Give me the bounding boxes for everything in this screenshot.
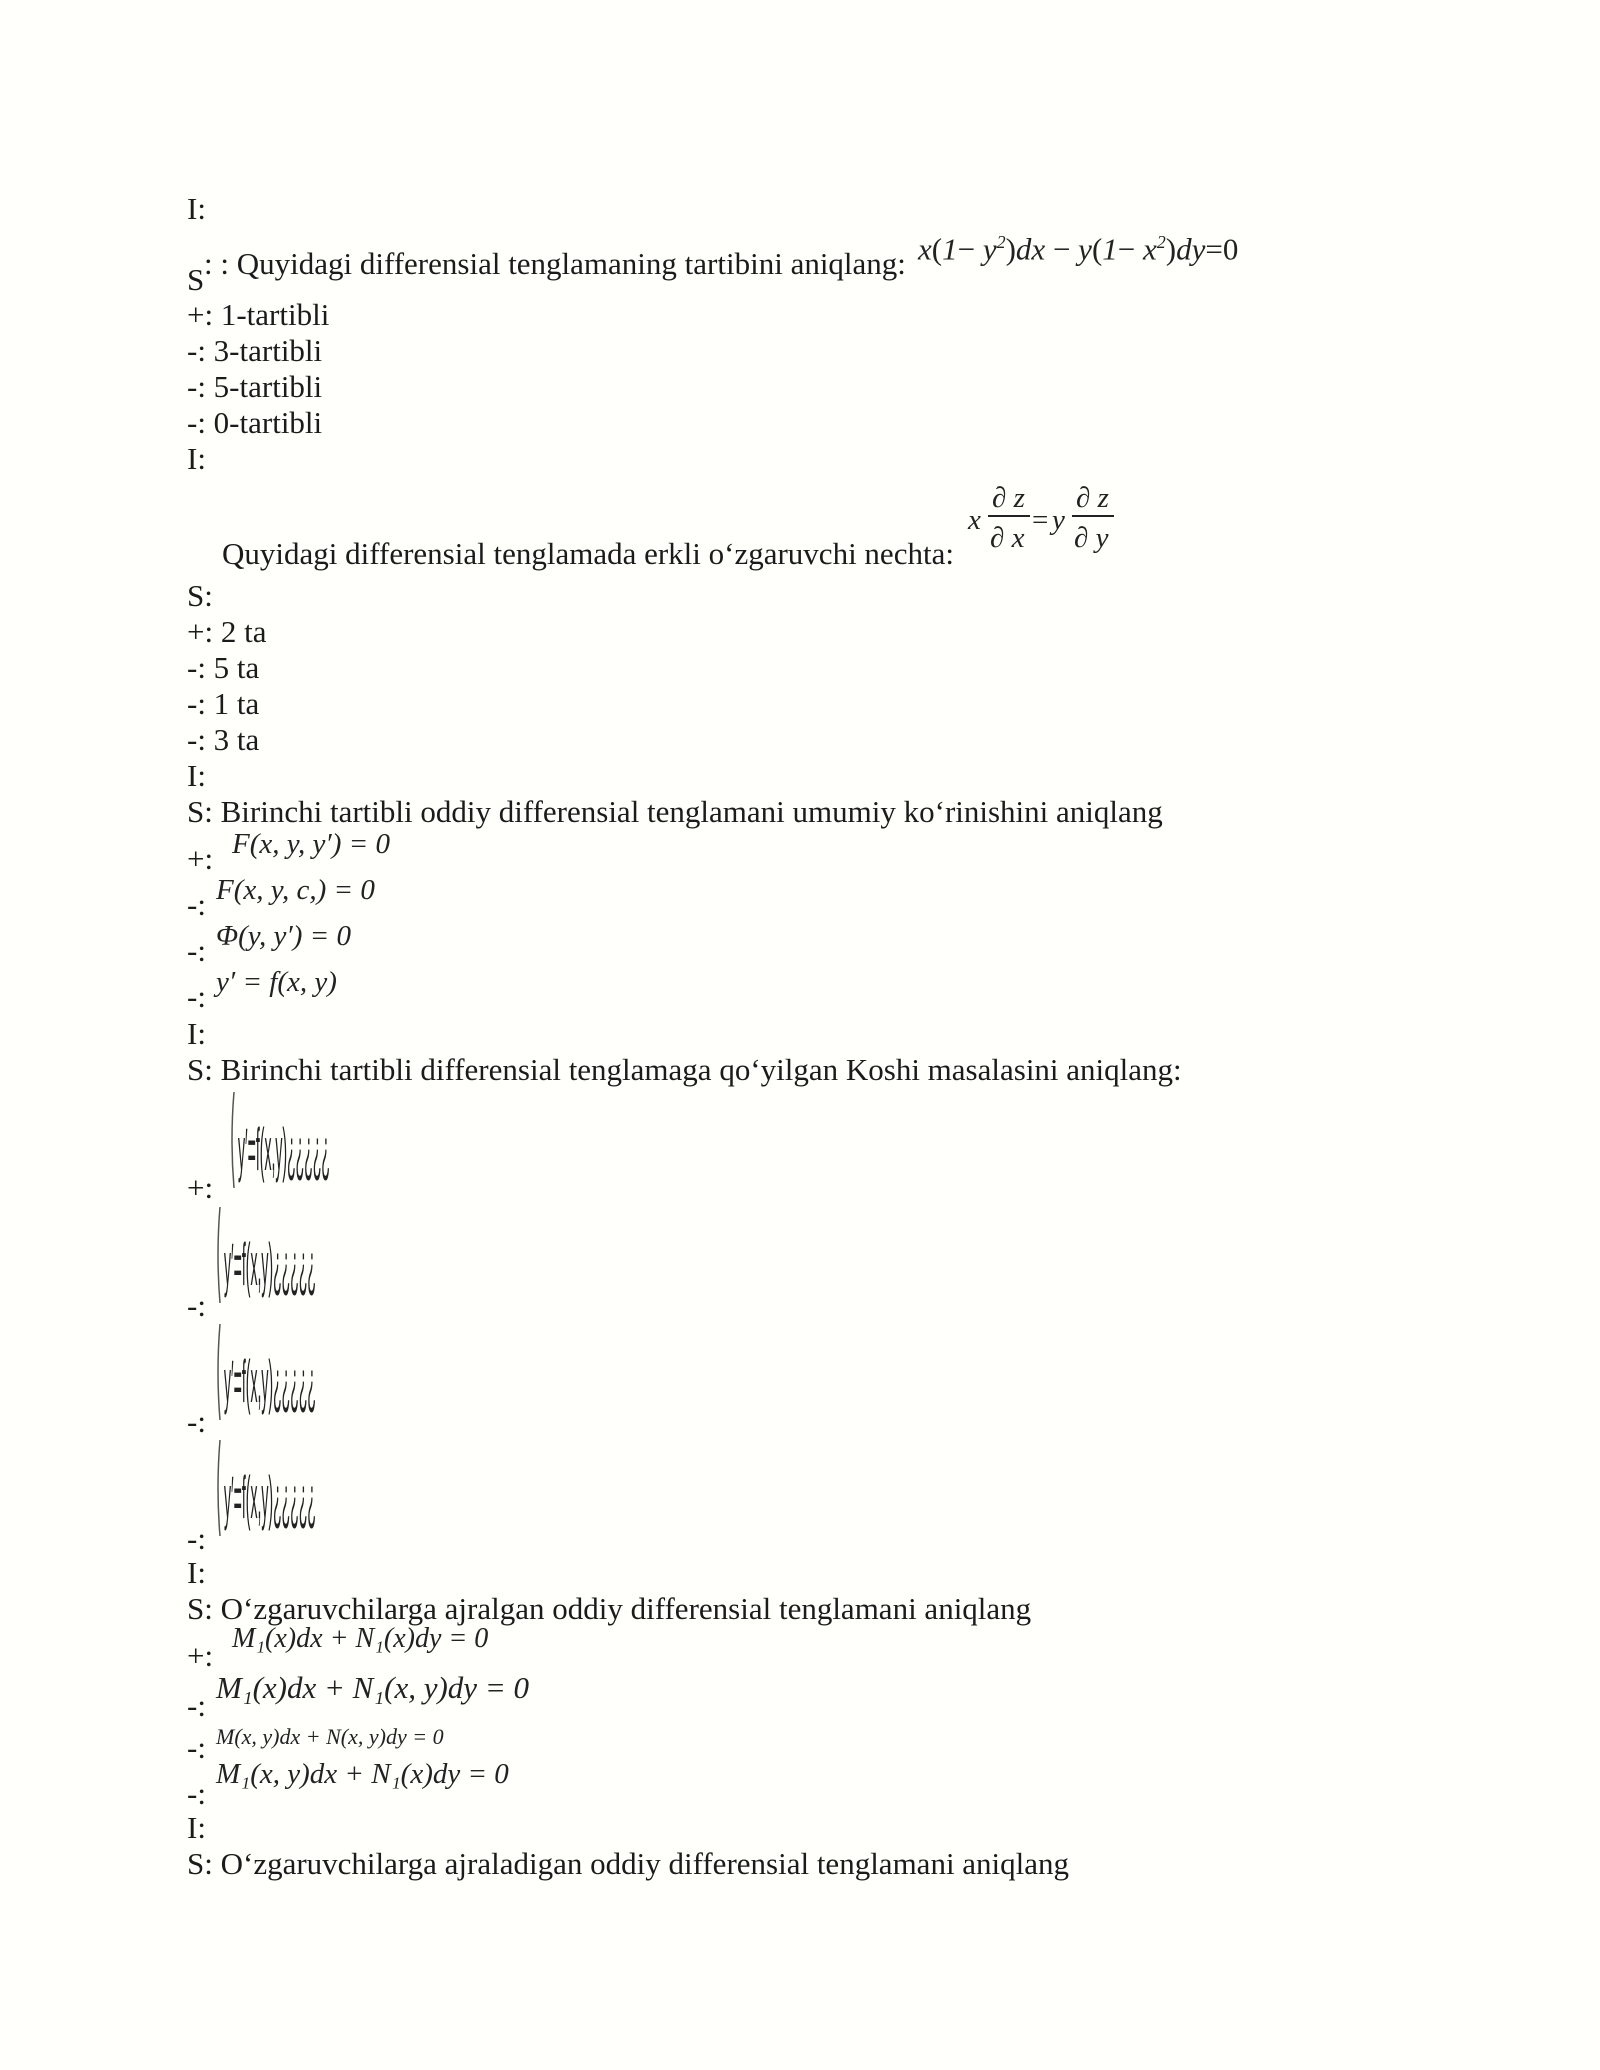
q3-i-marker: I:	[187, 758, 206, 793]
q2-i-marker: I:	[187, 441, 206, 476]
q2-answer-2: -: 5 ta	[187, 650, 260, 685]
q3-formula-3: Φ(y, y′) = 0	[216, 920, 351, 952]
q5-i-marker: I:	[187, 1555, 206, 1590]
q5-formula-4: M₁(x, y)dx + N₁(x)dy = 0	[216, 1758, 509, 1790]
q1-answer-4: -: 0-tartibli	[187, 405, 323, 440]
q1-answer-2: -: 3-tartibli	[187, 333, 323, 368]
q5-marker-2: -:	[187, 1688, 206, 1723]
q3-marker-4: -:	[187, 979, 206, 1014]
q1-answer-3: -: 5-tartibli	[187, 369, 323, 404]
q1-equation: $x(1- y^2)dx - y(1- x^2)dy=0$	[918, 231, 1239, 267]
q4-marker-3: -:	[187, 1404, 206, 1439]
q4-marker-2: -:	[187, 1288, 206, 1323]
q5-marker-1: +:	[187, 1638, 214, 1673]
q4-formula-1	[228, 1090, 408, 1190]
q2-answer-4: -: 3 ta	[187, 722, 260, 757]
q5-formula-1: M₁(x)dx + N₁(x)dy = 0	[232, 1623, 489, 1654]
q1-answer-1: +: 1-tartibli	[187, 297, 330, 332]
q4-marker-1: +:	[187, 1170, 214, 1205]
q1-s-prefix: S	[187, 262, 205, 297]
q3-formula-1: F(x, y, y′) = 0	[232, 828, 390, 860]
q4-formula-3	[214, 1322, 394, 1422]
q4-formula-4	[214, 1438, 394, 1538]
q4-formula-4-text: y′=f(x,y)¿¿¿¿¿	[224, 1464, 316, 1531]
q3-marker-1: +:	[187, 841, 214, 876]
q2-answer-3: -: 1 ta	[187, 686, 260, 721]
q4-formula-2	[214, 1205, 394, 1305]
q1-i-marker: I:	[187, 191, 206, 226]
q4-marker-4: -:	[187, 1521, 206, 1556]
q3-marker-3: -:	[187, 933, 206, 968]
q6-i-marker: I:	[187, 1810, 206, 1845]
q3-formula-2: F(x, y, c,) = 0	[216, 874, 375, 906]
q1-question-text: : : Quyidagi differensial tenglamaning tartibini aniqlang:	[204, 246, 906, 281]
q4-i-marker: I:	[187, 1016, 206, 1051]
q3-question-text: S: Birinchi tartibli oddiy differensial tenglamani umumiy ko‘rinishini aniqlang	[187, 794, 1163, 829]
q3-formula-4: y′ = f(x, y)	[216, 966, 337, 998]
q5-question-text: S: O‘zgaruvchilarga ajralgan oddiy differensial tenglamani aniqlang	[187, 1591, 1032, 1626]
q5-marker-3: -:	[187, 1730, 206, 1765]
q5-marker-4: -:	[187, 1776, 206, 1811]
q4-formula-1-text: y′=f(x,y)¿¿¿¿¿	[238, 1116, 330, 1183]
q4-question-text: S: Birinchi tartibli differensial tenglamaga qo‘yilgan Koshi masalasini aniqlang:	[187, 1052, 1182, 1087]
q6-question-text: S: O‘zgaruvchilarga ajraladigan oddiy differensial tenglamani aniqlang	[187, 1846, 1070, 1881]
q4-formula-2-text: y′=f(x,y)¿¿¿¿¿	[224, 1231, 316, 1298]
q2-question-text: Quyidagi differensial tenglamada erkli o‘zgaruvchi nechta:	[222, 536, 954, 571]
q4-formula-3-text: y′=f(x,y)¿¿¿¿¿	[224, 1348, 316, 1415]
q2-s-marker: S:	[187, 578, 213, 613]
q5-formula-2: M₁(x)dx + N₁(x, y)dy = 0	[216, 1670, 529, 1705]
q5-formula-3: M(x, y)dx + N(x, y)dy = 0	[216, 1724, 444, 1749]
q2-equation: x ∂ z ∂ x = y ∂ z ∂ y	[968, 482, 1118, 562]
q3-marker-2: -:	[187, 887, 206, 922]
q2-answer-1: +: 2 ta	[187, 614, 267, 649]
